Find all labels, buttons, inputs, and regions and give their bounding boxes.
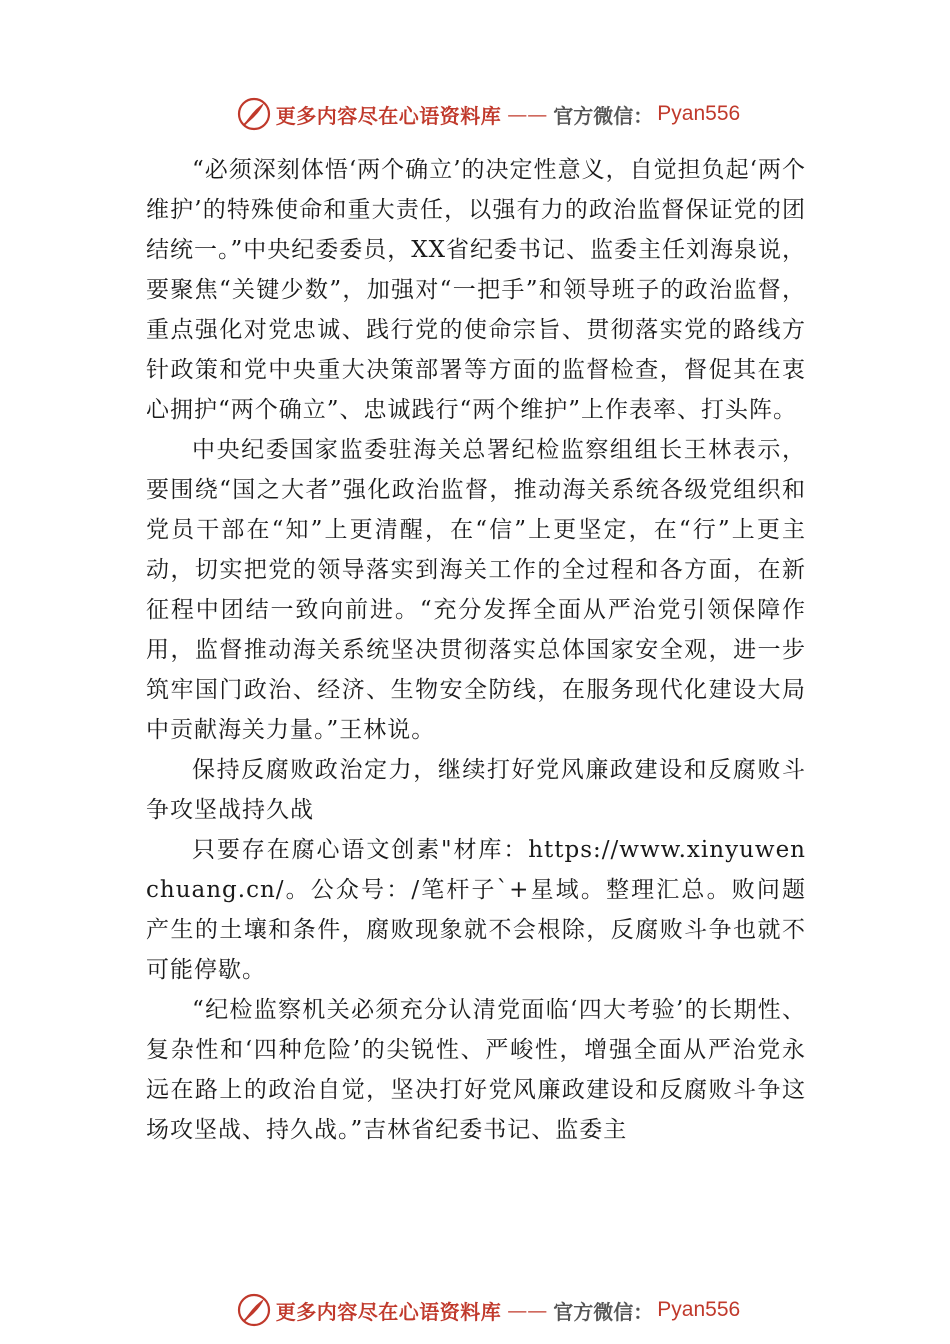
banner-separator: ——	[507, 1298, 548, 1322]
footer-banner	[0, 1288, 950, 1332]
section-heading: 保持反腐败政治定力，继续打好党风廉政建设和反腐败斗争攻坚战持久战	[146, 757, 806, 823]
paragraph-3: 只要存在腐心语文创素"材库：https://www.xinyuwenchuang.cn/。公众号：/笔杆子`+星域。整理汇总。败问题产生的土壤和条件，腐败现象就不会根除，反腐败斗争也就不可能停歇。	[146, 837, 806, 983]
paragraph-4: “纪检监察机关必须充分认清党面临‘四大考验’的长期性、复杂性和‘四种危险’的尖锐性、严峻性，增强全面从严治党永远在路上的政治自觉，坚决打好党风廉政建设和反腐败斗争这场攻坚战、持久战。”吉林省纪委书记、监委主	[146, 997, 806, 1143]
paragraph-1: “必须深刻体悟‘两个确立’的决定性意义，自觉担负起‘两个维护’的特殊使命和重大责任，以强有力的政治监督保证党的团结统一。”中央纪委委员，XX省纪委书记、监委主任刘海泉说，要聚焦“关键少数”，加强对“一把手”和领导班子的政治监督，重点强化对党忠诚、践行党的使命宗旨、贯彻落实党的路线方针政策和党中央重大决策部署等方面的监督检查，督促其在衷心拥护“两个确立”、忠诚践行“两个维护”上作表率、打头阵。	[146, 157, 807, 423]
banner-wechat-id: Pyan556	[657, 1298, 741, 1321]
quill-logo-icon	[236, 1292, 272, 1328]
banner-title: 更多内容尽在心语资料库	[275, 103, 502, 128]
banner-separator: ——	[507, 102, 548, 126]
quill-logo-icon	[236, 96, 272, 132]
document-body	[146, 150, 806, 1150]
banner-wechat-label: 官方微信：	[553, 103, 654, 128]
banner-title: 更多内容尽在心语资料库	[275, 1299, 502, 1324]
banner-wechat-id: Pyan556	[657, 102, 741, 125]
header-banner	[0, 92, 950, 136]
paragraph-2: 中央纪委国家监委驻海关总署纪检监察组组长王林表示，要围绕“国之大者”强化政治监督，推动海关系统各级党组织和党员干部在“知”上更清醒，在“信”上更坚定，在“行”上更主动，切实把党的领导落实到海关工作的全过程和各方面，在新征程中团结一致向前进。“充分发挥全面从严治党引领保障作用，监督推动海关系统坚决贯彻落实总体国家安全观，进一步筑牢国门政治、经济、生物安全防线，在服务现代化建设大局中贡献海关力量。”王林说。	[146, 437, 806, 743]
banner-wechat-label: 官方微信：	[553, 1299, 654, 1324]
